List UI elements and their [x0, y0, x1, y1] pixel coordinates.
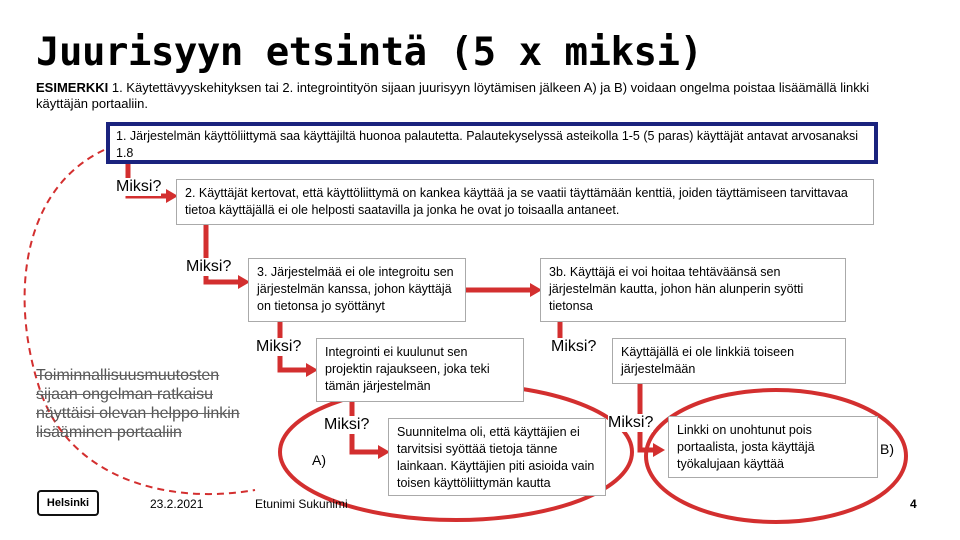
step-2-box: 2. Käyttäjät kertovat, että käyttöliittymä on kankea käyttää ja se vaatii täyttämään kenttiä, joiden täyttämiseen tarvittavaa tietoa käyttäjällä ei ole helposti saatavilla ja jonka he ovat jo toisaalla antaneet. [176, 179, 874, 225]
miksi-label-2: Miksi? [186, 258, 232, 275]
step-4b-box: Käyttäjällä ei ole linkkiä toiseen järjestelmään [612, 338, 846, 384]
footer-date: 23.2.2021 [150, 497, 204, 511]
footer-author: Etunimi Sukunimi [255, 497, 348, 511]
label-a: A) [312, 452, 326, 468]
miksi-label-4a: Miksi? [324, 416, 370, 433]
step-3b-box: 3b. Käyttäjä ei voi hoitaa tehtäväänsä sen järjestelmän kautta, johon hän alunperin syötti tietonsa [540, 258, 846, 322]
page-number: 4 [910, 497, 917, 511]
step-1-box: 1. Järjestelmän käyttöliittymä saa käyttäjiltä huonoa palautetta. Palautekyselyssä asteikolla 1-5 (5 paras) käyttäjät antavat arvosanaksi 1.8 [106, 122, 878, 164]
step-4a-box: Integrointi ei kuulunut sen projektin rajaukseen, joka teki tämän järjestelmän [316, 338, 524, 402]
example-body: 1. Käytettävyyskehityksen tai 2. integrointityön sijaan juurisyyn löytämisen jälkeen A) ja B) voidaan ongelma poistaa lisäämällä linkki käyttäjän portaaliin. [36, 80, 870, 111]
helsinki-logo: Helsinki [37, 490, 99, 516]
miksi-label-3a: Miksi? [256, 338, 302, 355]
example-lead: ESIMERKKI [36, 80, 109, 95]
miksi-label-1: Miksi? [116, 178, 162, 195]
step-5a-box: Suunnitelma oli, että käyttäjien ei tarvitsisi syöttää tietoja tänne lainkaan. Käyttäjien piti asioida vain toisen käyttöliittymän kautta [388, 418, 606, 496]
label-b: B) [880, 441, 894, 457]
arrowhead [653, 443, 665, 457]
miksi-label-4b: Miksi? [608, 414, 654, 431]
miksi-label-3b: Miksi? [551, 338, 597, 355]
step-5b-box: Linkki on unohtunut pois portaalista, josta käyttäjä työkalujaan käyttää [668, 416, 878, 478]
side-note: Toiminnallisuusmuutosten sijaan ongelman ratkaisu näyttäisi olevan helppo linkin lisääminen portaaliin [36, 367, 240, 441]
step-3a-box: 3. Järjestelmää ei ole integroitu sen järjestelmän kanssa, johon käyttäjä on tietonsa jo syöttänyt [248, 258, 466, 322]
slide-title: Juurisyyn etsintä (5 x miksi) [36, 30, 703, 75]
